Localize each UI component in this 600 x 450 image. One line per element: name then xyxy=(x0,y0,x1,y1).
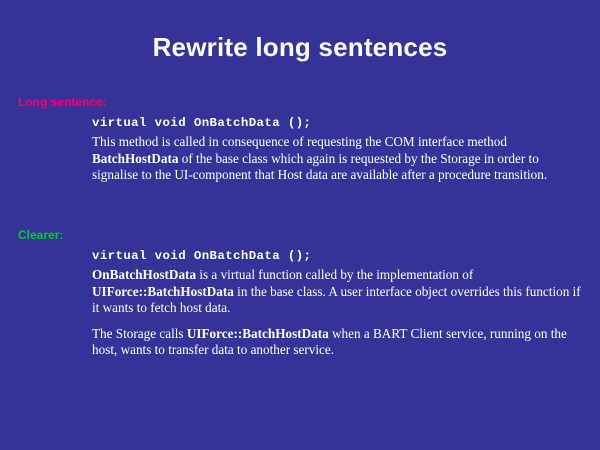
section-clearer xyxy=(18,228,584,358)
emphasis-text: UIForce::BatchHostData xyxy=(186,325,329,341)
section-body-clearer xyxy=(92,248,584,358)
body-text: of the base class which again is requested by the Storage in order to signalise to the UI-component that Host data are available after a procedure transition. xyxy=(92,150,548,183)
body-text: The Storage calls xyxy=(92,325,187,341)
paragraph xyxy=(92,326,584,359)
body-text: This method is called in consequence of requesting the COM interface method xyxy=(92,134,507,150)
paragraph xyxy=(92,134,584,183)
emphasis-text: BatchHostData xyxy=(92,150,179,166)
section-label-clearer: Clearer: xyxy=(18,228,64,242)
code-signature-long: virtual void OnBatchData (); xyxy=(92,116,312,130)
emphasis-text: OnBatchHostData xyxy=(92,267,197,283)
paragraph xyxy=(92,267,584,316)
emphasis-text: UIForce::BatchHostData xyxy=(92,283,234,299)
body-text: is a virtual function called by the implementation of xyxy=(196,267,474,283)
section-label-long-sentence: Long sentence: xyxy=(18,95,107,109)
section-body-long-sentence xyxy=(92,115,584,184)
body-text: when a BART Client service, running on the host, wants to transfer data to another service. xyxy=(92,325,567,358)
slide-title: Rewrite long sentences xyxy=(152,32,448,62)
code-signature-clearer: virtual void OnBatchData (); xyxy=(92,249,312,263)
body-text: in the base class. A user interface object overrides this function if it wants to fetch host data. xyxy=(92,283,581,316)
section-long-sentence xyxy=(18,95,584,184)
